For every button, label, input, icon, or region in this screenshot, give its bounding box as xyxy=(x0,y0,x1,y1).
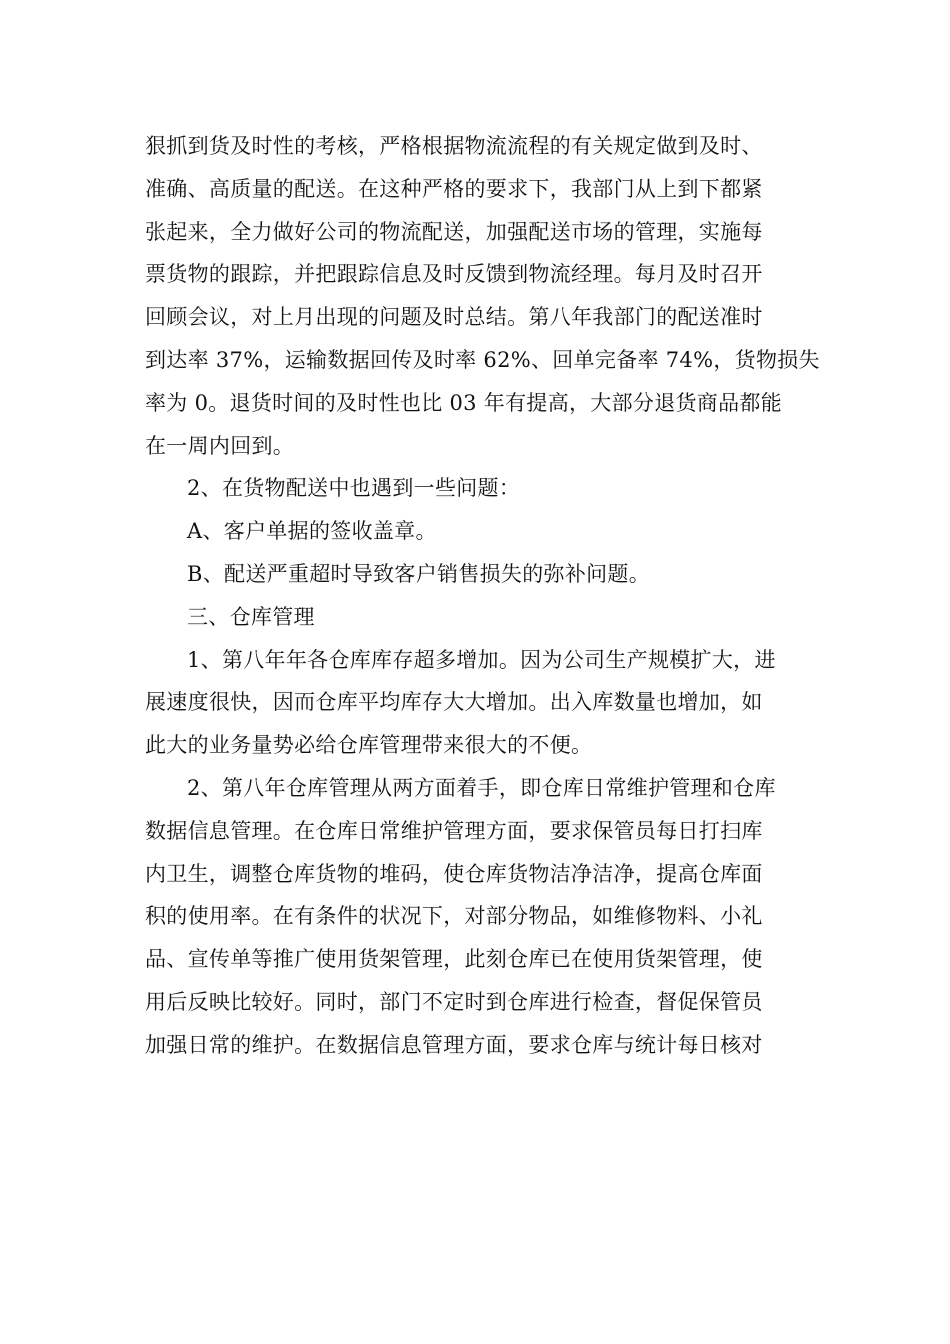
paragraph-problem-a xyxy=(145,510,810,553)
body-text xyxy=(145,125,820,1067)
paragraph-warehouse-point-2 xyxy=(145,767,810,1067)
text-line: 2、第八年仓库管理从两方面着手，即仓库日常维护管理和仓库 xyxy=(187,775,776,800)
text-line: B、配送严重超时导致客户销售损失的弥补问题。 xyxy=(187,561,651,586)
text-line: 加强日常的维护。在数据信息管理方面，要求仓库与统计每日核对 xyxy=(145,1032,763,1057)
text-line: 准确、高质量的配送。在这种严格的要求下，我部门从上到下都紧 xyxy=(145,176,763,201)
paragraph-problem-b xyxy=(145,553,810,596)
text-line: A、客户单据的签收盖章。 xyxy=(187,519,437,544)
text-line: 率为 0。退货时间的及时性也比 03 年有提高，大部分退货商品都能 xyxy=(145,390,783,415)
text-line: 此大的业务量势必给仓库管理带来很大的不便。 xyxy=(145,733,593,758)
text-line: 回顾会议，对上月出现的问题及时总结。第八年我部门的配送准时 xyxy=(145,305,763,330)
text-line: 展速度很快，因而仓库平均库存大大增加。出入库数量也增加，如 xyxy=(145,690,763,715)
text-line: 品、宣传单等推广使用货架管理，此刻仓库已在使用货架管理，使 xyxy=(145,947,763,972)
text-line: 用后反映比较好。同时，部门不定时到仓库进行检查，督促保管员 xyxy=(145,989,763,1014)
text-line: 到达率 37%，运输数据回传及时率 62%、回单完备率 74%，货物损失 xyxy=(145,347,820,372)
section-title: 三、仓库管理 xyxy=(187,604,315,629)
text-line: 1、第八年年各仓库库存超多增加。因为公司生产规模扩大，进 xyxy=(187,647,776,672)
paragraph-delivery-summary xyxy=(145,125,820,467)
text-line: 积的使用率。在有条件的状况下，对部分物品，如维修物料、小礼 xyxy=(145,904,763,929)
text-line: 在一周内回到。 xyxy=(145,433,295,458)
text-line: 张起来，全力做好公司的物流配送，加强配送市场的管理，实施每 xyxy=(145,219,763,244)
paragraph-warehouse-point-1 xyxy=(145,639,810,767)
text-line: 2、在货物配送中也遇到一些问题： xyxy=(187,476,521,501)
section-heading-warehouse xyxy=(145,596,810,639)
text-line: 票货物的跟踪，并把跟踪信息及时反馈到物流经理。每月及时召开 xyxy=(145,262,763,287)
text-line: 数据信息管理。在仓库日常维护管理方面，要求保管员每日打扫库 xyxy=(145,818,763,843)
text-line: 内卫生，调整仓库货物的堆码，使仓库货物洁净洁净，提高仓库面 xyxy=(145,861,763,886)
paragraph-problems-heading xyxy=(145,467,810,510)
text-line: 狠抓到货及时性的考核，严格根据物流流程的有关规定做到及时、 xyxy=(145,134,763,158)
